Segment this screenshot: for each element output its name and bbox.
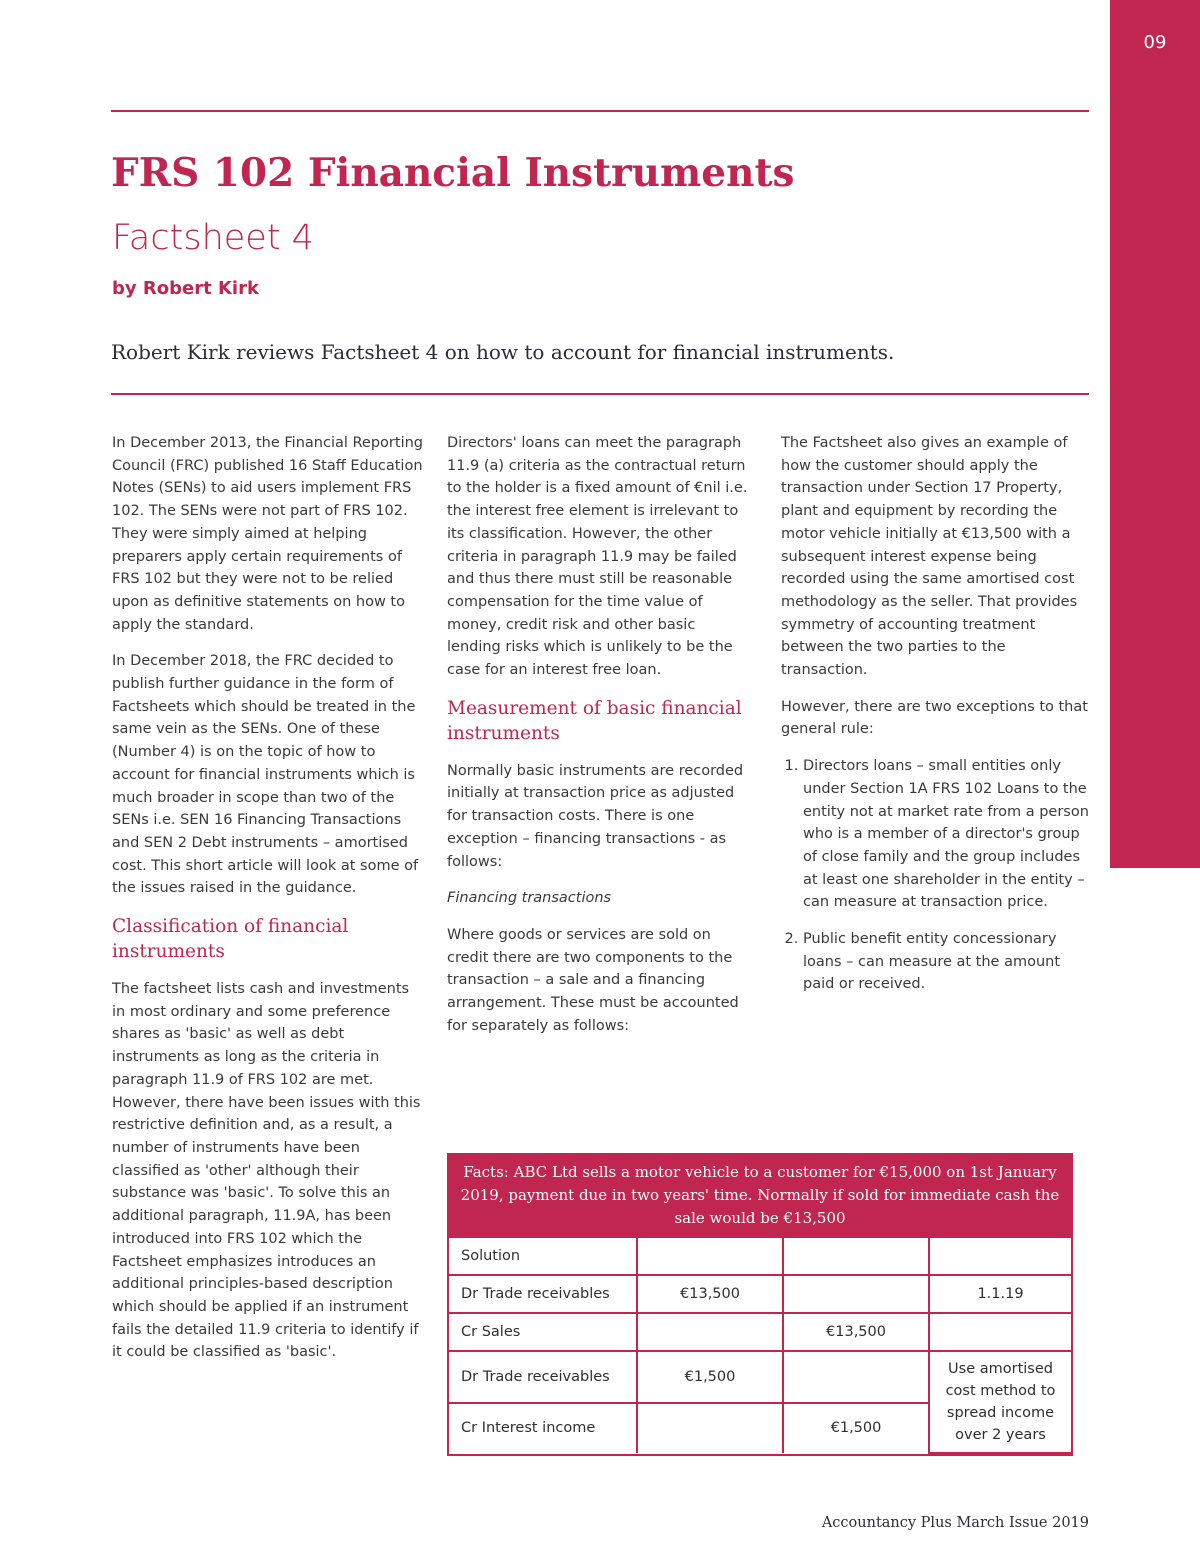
standfirst-rule [111, 393, 1089, 395]
section-label: FINANCIAL REPORTING [1163, 86, 1183, 324]
table-cell [637, 1403, 783, 1453]
byline: by Robert Kirk [112, 278, 259, 299]
paragraph: Where goods or services are sold on credit there are two components to the transaction – a sale and a financing arrangement. These must be accounted for separately as follows: [447, 926, 739, 1034]
table-cell: €13,500 [783, 1313, 929, 1351]
running-subtitle: FRS 102 Financial Instruments - Factsheet 4 by Robert Kirk [1141, 86, 1159, 544]
section-heading: Measurement of basic financial instruments [447, 697, 742, 744]
table-cell: Dr Trade receivables [449, 1351, 637, 1403]
paragraph: The factsheet lists cash and investments in most ordinary and some preference shares as 'basic' as well as debt instruments as long as the criteria in paragraph 11.9 of FRS 102 are met. However, there have been issues with this restrictive definition and, as a result, a number of instruments have been classified as 'other' although their substance was 'basic'. To solve this an additional paragraph, 11.9A, has been introduced into FRS 102 which the Factsheet emphasizes introduces an additional principles-based description which should be applied if an instrument fails the detailed 11.9 criteria to identify if it could be classified as 'basic'. [112, 981, 421, 1361]
list-item: 1. Directors loans – small entities only under Section 1A FRS 102 Loans to the entity not at market rate from a person who is a member of a director's group of close family and the group includes at least one shareholder in the entity – can measure at transaction price. [803, 755, 1091, 914]
table-cell: €1,500 [783, 1403, 929, 1453]
footer-issue: Accountancy Plus March Issue 2019 [821, 1515, 1089, 1531]
section-heading: Classification of financial instruments [112, 916, 349, 963]
paragraph: Normally basic instruments are recorded initially at transaction price as adjusted for transaction costs. There is one exception – financing transactions - as follows: [447, 762, 744, 870]
exceptions-list [781, 755, 1091, 996]
table-cell: Cr Interest income [449, 1403, 637, 1453]
table-cell [637, 1238, 783, 1275]
table-cell: 1.1.19 [929, 1275, 1071, 1313]
table-cell: Use amortised cost method to spread income over 2 years [929, 1351, 1071, 1453]
table-cell [783, 1351, 929, 1403]
table-row [449, 1351, 1071, 1403]
table-cell: €1,500 [637, 1351, 783, 1403]
table-row [449, 1238, 1071, 1275]
paragraph: The Factsheet also gives an example of how the customer should apply the transaction under Section 17 Property, plant and equipment by recording the motor vehicle initially at €13,500 with a subsequent interest expense being recorded using the same amortised cost methodology as the seller. That provides symmetry of accounting treatment between the two parties to the transaction. [781, 435, 1078, 679]
journal-table [449, 1238, 1071, 1454]
page-number: 09 [1143, 32, 1167, 53]
table-cell: Cr Sales [449, 1313, 637, 1351]
standfirst: Robert Kirk reviews Factsheet 4 on how to account for financial instruments. [111, 340, 895, 364]
paragraph: In December 2013, the Financial Reporting Council (FRC) published 16 Staff Education Notes (SENs) to aid users implement FRS 102. The SENs were not part of FRS 102. They were simply aimed at helping preparers apply certain requirements of FRS 102 but they were not to be relied upon as definitive statements on how to apply the standard. [112, 435, 423, 633]
article-subtitle: Factsheet 4 [112, 218, 314, 258]
table-heading: Facts: ABC Ltd sells a motor vehicle to a customer for €15,000 on 1st January 2019, payment due in two years' time. Normally if sold for immediate cash the sale would be €13,500 [449, 1155, 1071, 1238]
paragraph: Directors' loans can meet the paragraph 11.9 (a) criteria as the contractual return to the holder is a fixed amount of €nil i.e. the interest free element is irrelevant to its classification. However, the other criteria in paragraph 11.9 may be failed and thus there must still be reasonable compensation for the time value of money, credit risk and other basic lending risks which is unlikely to be the case for an interest free loan. [447, 435, 748, 679]
sub-heading: Financing transactions [447, 890, 612, 907]
column-2 [447, 432, 752, 1051]
table-cell [637, 1313, 783, 1351]
paragraph: However, there are two exceptions to that general rule: [781, 698, 1088, 738]
column-1 [112, 432, 424, 1378]
table-cell: Dr Trade receivables [449, 1275, 637, 1313]
list-item: 2. Public benefit entity concessionary loans – can measure at the amount paid or received. [803, 928, 1091, 996]
table-cell: €13,500 [637, 1275, 783, 1313]
table-row [449, 1313, 1071, 1351]
table-cell [783, 1238, 929, 1275]
top-rule [111, 110, 1089, 112]
table-cell [783, 1275, 929, 1313]
table-row [449, 1275, 1071, 1313]
article-title: FRS 102 Financial Instruments [111, 150, 795, 196]
table-cell: Solution [449, 1238, 637, 1275]
table-cell [929, 1238, 1071, 1275]
column-3 [781, 432, 1091, 1010]
paragraph: In December 2018, the FRC decided to publish further guidance in the form of Factsheets which should be treated in the same vein as the SENs. One of these (Number 4) is on the topic of how to account for financial instruments which is much broader in scope than two of the SENs i.e. SEN 16 Financing Transactions and SEN 2 Debt instruments – amortised cost. This short article will look at some of the issues raised in the guidance. [112, 653, 419, 897]
example-table [447, 1153, 1073, 1456]
table-cell [929, 1313, 1071, 1351]
